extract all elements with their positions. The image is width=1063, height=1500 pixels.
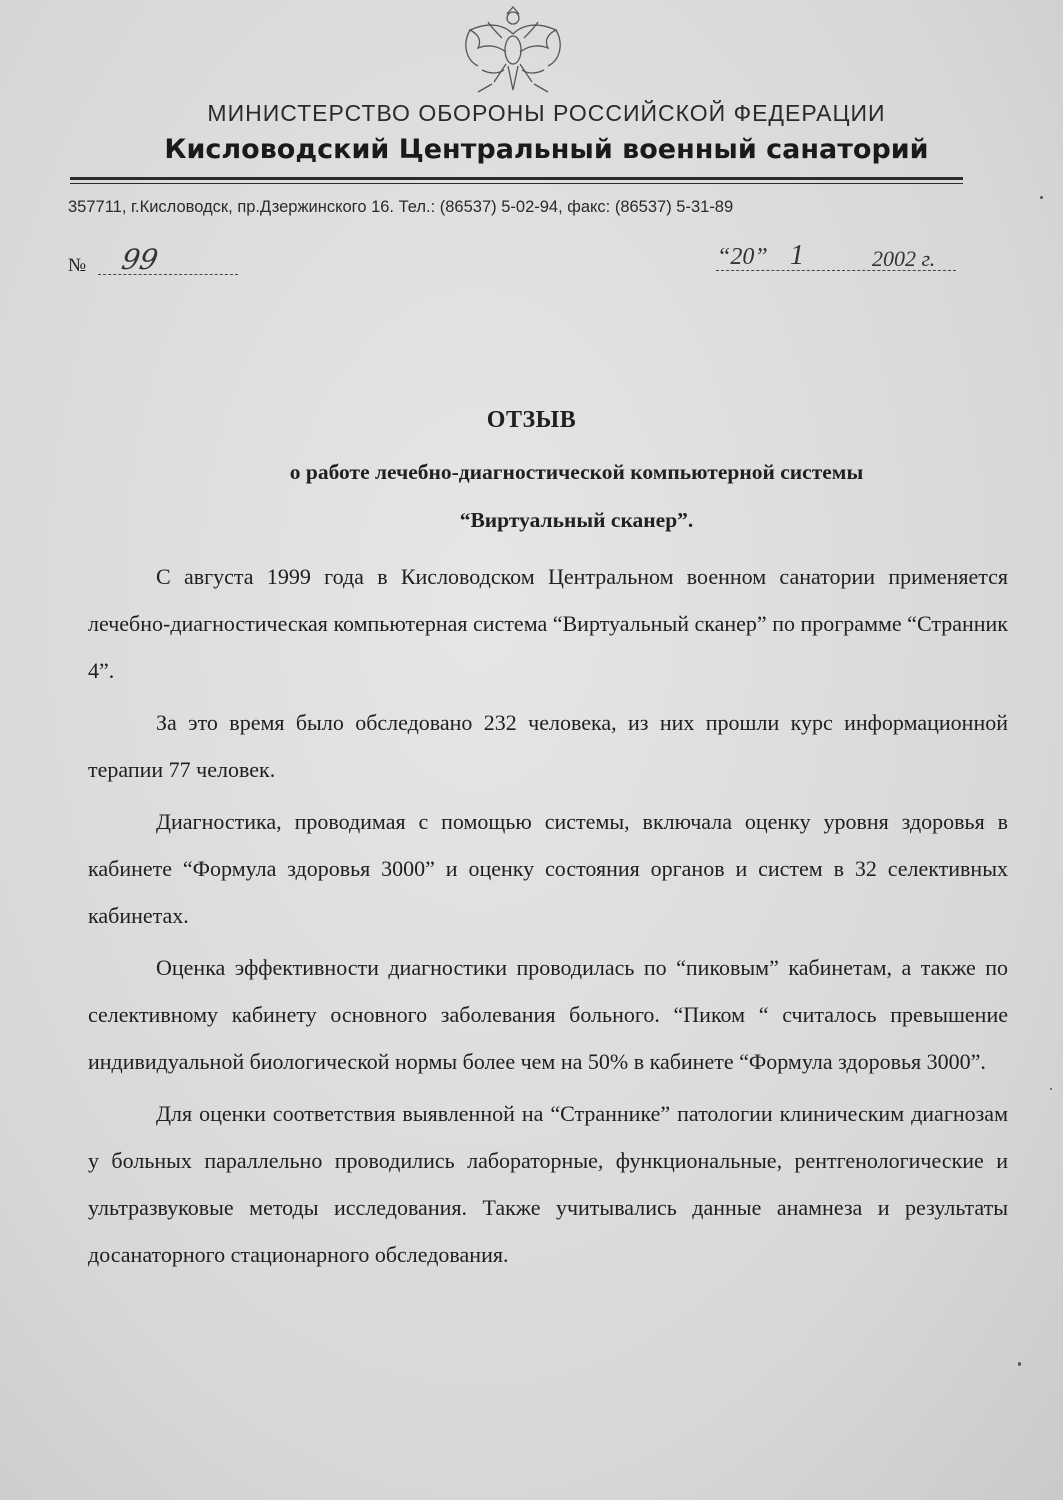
- number-label: №: [68, 255, 87, 276]
- date-year: 2002 г.: [872, 246, 936, 271]
- paper-speck: [1040, 196, 1043, 199]
- address-contacts: 357711, г.Кисловодск, пр.Дзержинского 16. Тел.: (86537) 5-02-94, факс: (86537) 5-31-89: [68, 198, 734, 216]
- document-title: ОТЗЫВ: [486, 407, 577, 433]
- paragraph: За это время было обследовано 232 человека, из них прошли курс информационной терапии 77 человек.: [88, 710, 1008, 782]
- paper-speck: [1050, 1088, 1052, 1090]
- document-number: 99: [119, 243, 161, 276]
- paragraph: Для оценки соответствия выявленной на “Страннике” патологии клиническим диагнозам у больных параллельно проводились лабораторные, функциональные, рентгенологические и ультразвуковые методы исследования. Также учитывались данные анамнеза и результаты досанаторного стационарного обследования.: [88, 1101, 1008, 1267]
- sanatorium-name: Кисловодский Центральный военный санаторий: [164, 134, 929, 165]
- document-subtitle-line1: о работе лечебно-диагностической компьютерной системы: [289, 460, 864, 484]
- letterhead-divider-thin: [70, 183, 963, 184]
- document-subtitle-line2: “Виртуальный сканер”.: [459, 508, 694, 532]
- date-month: 1: [790, 240, 804, 271]
- double-headed-eagle-emblem-icon: [448, 4, 578, 100]
- paragraph: С августа 1999 года в Кисловодском Центральном военном санатории применяется лечебно-диагностическая компьютерная система “Виртуальный сканер” по программе “Странник 4”.: [88, 564, 1008, 683]
- paper-speck: [1018, 1362, 1021, 1366]
- document-body: [88, 553, 1008, 1278]
- ministry-heading: МИНИСТЕРСТВО ОБОРОНЫ РОССИЙСКОЙ ФЕДЕРАЦИИ: [207, 100, 886, 126]
- letterhead-divider: [70, 177, 963, 180]
- paragraph: Оценка эффективности диагностики проводилась по “пиковым” кабинетам, а также по селективному кабинету основного заболевания больного. “Пиком “ считалось превышение индивидуальной биологической нормы более чем на 50% в кабинете “Формула здоровья 3000”.: [88, 955, 1008, 1074]
- paragraph: Диагностика, проводимая с помощью системы, включала оценку уровня здоровья в кабинете “Формула здоровья 3000” и оценку состояния органов и систем в 32 селективных кабинетах.: [88, 809, 1008, 928]
- date-day: “20”: [717, 244, 768, 270]
